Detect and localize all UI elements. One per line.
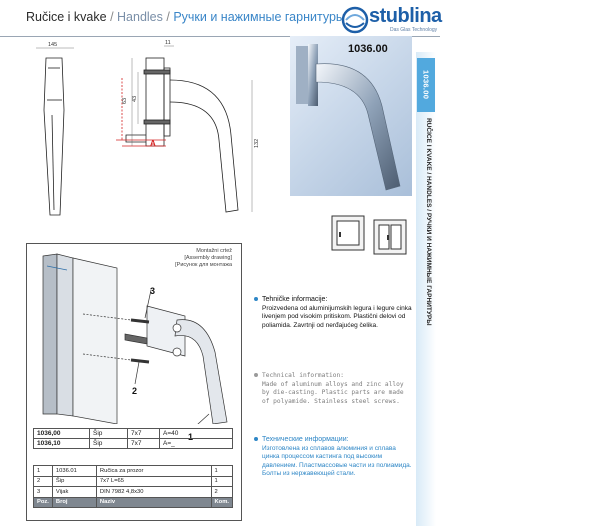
part-code: Vijak (52, 487, 96, 498)
logo-wordmark: stublina (369, 5, 442, 27)
part-qty: 1 (211, 476, 233, 487)
model-number: 1036.00 (348, 43, 388, 55)
dimension-height-1: 63 (122, 97, 128, 104)
sidebar-tab[interactable]: 1036.00 (417, 58, 435, 112)
technical-info-en (262, 372, 414, 406)
header-code: Broj (52, 497, 96, 508)
technical-info-ru (262, 436, 414, 479)
dimension-width: 145 (48, 42, 58, 48)
brand-logo (340, 3, 440, 35)
assembly-illustration-icon (27, 244, 241, 424)
dimension-marker-a: A (150, 139, 156, 148)
dimension-height-2: 43 (132, 95, 138, 102)
variant-size: 7x7 (128, 439, 160, 449)
part-name: Ručica za prozor (96, 466, 211, 477)
variant-a: A=_ (160, 439, 233, 449)
info-body: Made of aluminum alloys and zinc alloy by die-casting. Plastic parts are made of polyamide. Stainless steel screws. (262, 381, 404, 405)
part-position: 2 (34, 476, 53, 487)
callout-2: 2 (132, 386, 138, 396)
variant-code: 1036,10 (34, 439, 90, 449)
parts-list-table (33, 465, 233, 508)
technical-info-hr (262, 296, 414, 330)
part-name: 7x7 L=65 (96, 476, 211, 487)
part-position: 1 (34, 466, 53, 477)
page-title (26, 10, 345, 24)
info-heading: Technical information: (262, 372, 344, 379)
assembly-label-ru: [Рисунок для монтажа (175, 262, 232, 268)
table-row (34, 439, 233, 449)
info-body: Изготовлена из сплавов алюминия и сплава цинка процессом кастинга под высоким давлением. Пластмассовые части из полиамида. Болты из нержавеющей стали. (262, 445, 412, 478)
variant-code: 1036,00 (34, 429, 90, 439)
sidebar-category-text: RUČICE I KVAKE / HANDLES / РУЧКИ И НАЖИМНЫЕ ГАРНИТУРЫ (425, 118, 432, 326)
table-row (34, 487, 233, 498)
header-position: Poz. (34, 497, 53, 508)
logo-mark-icon (340, 5, 370, 35)
title-separator: / (162, 10, 174, 24)
part-qty: 2 (211, 487, 233, 498)
variant-size: 7x7 (128, 429, 160, 439)
dimension-offset: 11 (165, 40, 171, 46)
product-photo (290, 36, 412, 196)
part-code: 1036.01 (52, 466, 96, 477)
bullet-icon (254, 437, 258, 441)
title-hr: Ručice i kvake (26, 10, 107, 24)
table-row (34, 466, 233, 477)
assembly-label-hr: Montažni crtež (196, 248, 232, 254)
title-en: Handles (117, 10, 163, 24)
technical-drawing (26, 40, 276, 240)
part-name: DIN 7982 4,8x30 (96, 487, 211, 498)
info-body: Proizvedena od aluminijumskih legura i legure cinka livenjem pod visokim pritiskom. Plastični delovi od poliamida. Zavrtnji od nerđajućeg čelika. (262, 305, 412, 329)
header-qty: Kom. (211, 497, 233, 508)
part-qty: 1 (211, 466, 233, 477)
part-code: Šip (52, 476, 96, 487)
variant-a: A=40 (160, 429, 233, 439)
logo-tagline: Das Glas Technology (390, 27, 438, 33)
bullet-icon (254, 373, 258, 377)
window-opening-icon (330, 212, 410, 256)
variant-table (33, 428, 233, 449)
title-separator: / (106, 10, 118, 24)
assembly-label-en: [Assembly drawing] (184, 255, 232, 261)
callout-1: 1 (188, 432, 194, 442)
page-header (0, 0, 600, 38)
table-row (34, 476, 233, 487)
variant-type: Šip (90, 429, 128, 439)
bullet-icon (254, 297, 258, 301)
callout-3: 3 (150, 286, 156, 296)
assembly-label (170, 248, 232, 269)
info-heading: Технические информации: (262, 436, 349, 443)
dimension-length: 132 (254, 138, 260, 148)
title-ru: Ручки и нажимные гарнитуры (173, 10, 345, 24)
handle-photo-icon (290, 36, 412, 196)
variant-type: Šip (90, 439, 128, 449)
header-name: Naziv (96, 497, 211, 508)
info-heading: Tehničke informacije: (262, 296, 328, 303)
table-header-row (34, 497, 233, 508)
table-row (34, 429, 233, 439)
part-position: 3 (34, 487, 53, 498)
